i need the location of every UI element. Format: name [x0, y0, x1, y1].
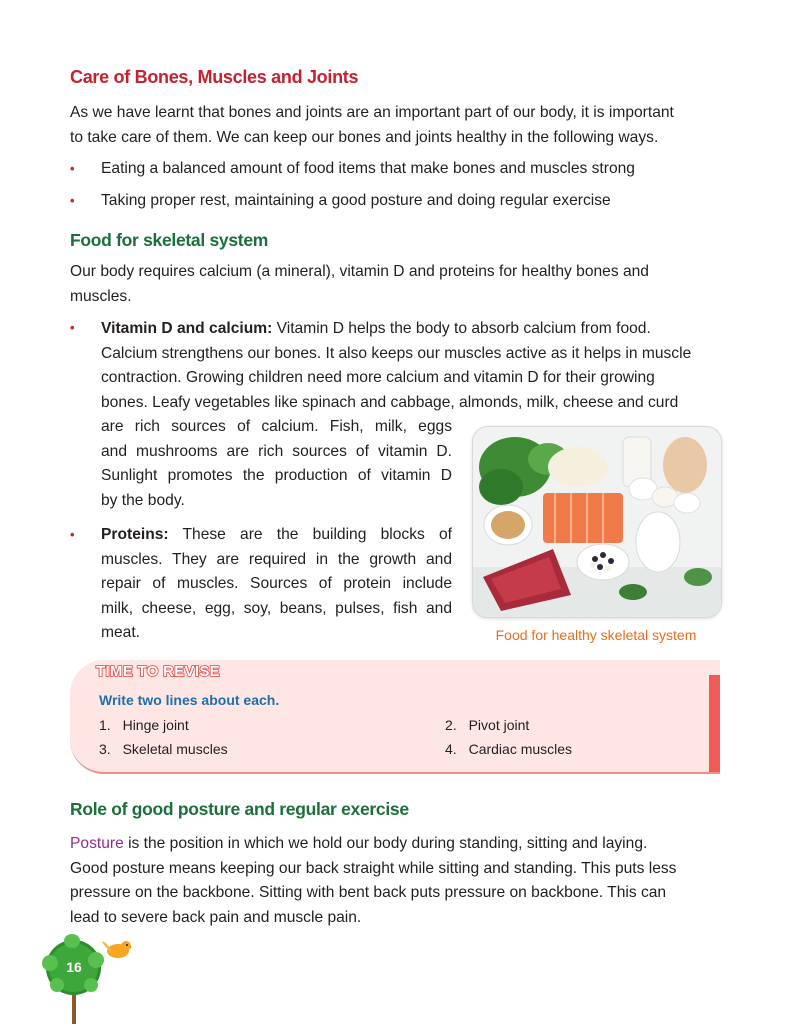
posture-text: Good posture means keeping our back straight while sitting and standing. This puts less	[70, 859, 677, 877]
protein-text: meat.	[101, 624, 140, 641]
care-intro-line: As we have learnt that bones and joints are an important part of our body, it is important	[70, 104, 674, 121]
revise-item-text: Skeletal muscles	[122, 741, 228, 757]
list-item-text: Eating a balanced amount of food items that make bones and muscles strong	[101, 160, 635, 177]
revise-item-text: Cardiac muscles	[468, 741, 573, 757]
list-item	[70, 189, 724, 214]
bullet-icon: •	[70, 193, 75, 208]
care-intro	[70, 101, 724, 150]
revise-item	[445, 741, 572, 757]
image-caption: Food for healthy skeletal system	[495, 627, 697, 643]
revise-title: TIME TO REVISE	[96, 663, 220, 680]
leaf-icon	[50, 978, 64, 992]
revise-item-number: 2.	[445, 717, 457, 733]
protein-label: Proteins:	[101, 526, 169, 543]
vitamin-text: and mushrooms are rich sources of vitamin D.	[101, 442, 452, 460]
list-item-text: Taking proper rest, maintaining a good posture and doing regular exercise	[101, 192, 611, 209]
bird-icon	[102, 938, 132, 960]
revise-item-number: 4.	[445, 741, 457, 757]
protein-text: muscles. They are required in the growth and	[101, 550, 452, 568]
food-intro	[70, 260, 724, 309]
leaf-icon	[64, 934, 80, 948]
vitamin-label: Vitamin D and calcium:	[101, 320, 273, 337]
food-photo	[472, 426, 722, 618]
revise-item	[99, 717, 189, 733]
protein-paragraph	[101, 523, 452, 646]
section-title-posture: Role of good posture and regular exercise	[70, 799, 409, 819]
revise-item	[445, 717, 529, 733]
food-intro-line: Our body requires calcium (a mineral), vitamin D and proteins for healthy bones and	[70, 263, 649, 280]
key-term: Posture	[70, 835, 124, 852]
list-item	[70, 157, 724, 189]
vitamin-text: by the body.	[101, 491, 185, 509]
vitamin-paragraph	[101, 317, 723, 415]
vitamin-text: bones. Leafy vegetables like spinach and cabbage, almonds, milk, cheese and curd	[101, 393, 679, 411]
revise-item-text: Pivot joint	[468, 717, 530, 733]
bullet-icon: •	[70, 527, 75, 542]
section-title-care: Care of Bones, Muscles and Joints	[70, 67, 359, 87]
food-intro-line: muscles.	[70, 287, 132, 305]
section-title-food: Food for skeletal system	[70, 230, 269, 250]
revise-item	[99, 741, 228, 757]
vitamin-text: are rich sources of calcium. Fish, milk, eggs	[101, 418, 452, 435]
protein-text: milk, cheese, egg, soy, beans, pulses, fish and	[101, 599, 452, 617]
bullet-icon: •	[70, 161, 75, 176]
protein-text: repair of muscles. Sources of protein include	[101, 575, 452, 592]
food-illustration	[473, 427, 721, 617]
vitamin-paragraph-cont	[101, 415, 452, 513]
care-bullet-list	[70, 157, 724, 214]
bullet-icon: •	[70, 320, 75, 335]
posture-paragraph	[70, 832, 724, 930]
posture-text: pressure on the backbone. Sitting with bent back puts pressure on backbone. This can	[70, 884, 667, 901]
revise-item-number: 1.	[99, 717, 111, 733]
page-number: 16	[66, 959, 82, 975]
vitamin-text: contraction. Growing children need more calcium and vitamin D for their growing	[101, 369, 655, 386]
revise-accent-stripe	[709, 675, 720, 772]
leaf-icon	[84, 978, 98, 992]
revise-instruction: Write two lines about each.	[99, 692, 280, 708]
revise-item-text: Hinge joint	[122, 717, 189, 733]
vitamin-text: Sunlight promotes the production of vitamin D	[101, 467, 452, 484]
posture-text: is the position in which we hold our body during standing, sitting and laying.	[123, 835, 648, 852]
revise-item-number: 3.	[99, 741, 111, 757]
vitamin-text: Calcium strengthens our bones. It also keeps our muscles active as it helps in muscle	[101, 344, 692, 362]
vitamin-text: Vitamin D helps the body to absorb calcium from food.	[276, 320, 651, 337]
leaf-icon	[42, 955, 58, 971]
care-intro-line: to take care of them. We can keep our bones and joints healthy in the following ways.	[70, 128, 659, 146]
protein-text: These are the building blocks of	[182, 526, 452, 543]
posture-text: lead to severe back pain and muscle pain.	[70, 908, 362, 926]
